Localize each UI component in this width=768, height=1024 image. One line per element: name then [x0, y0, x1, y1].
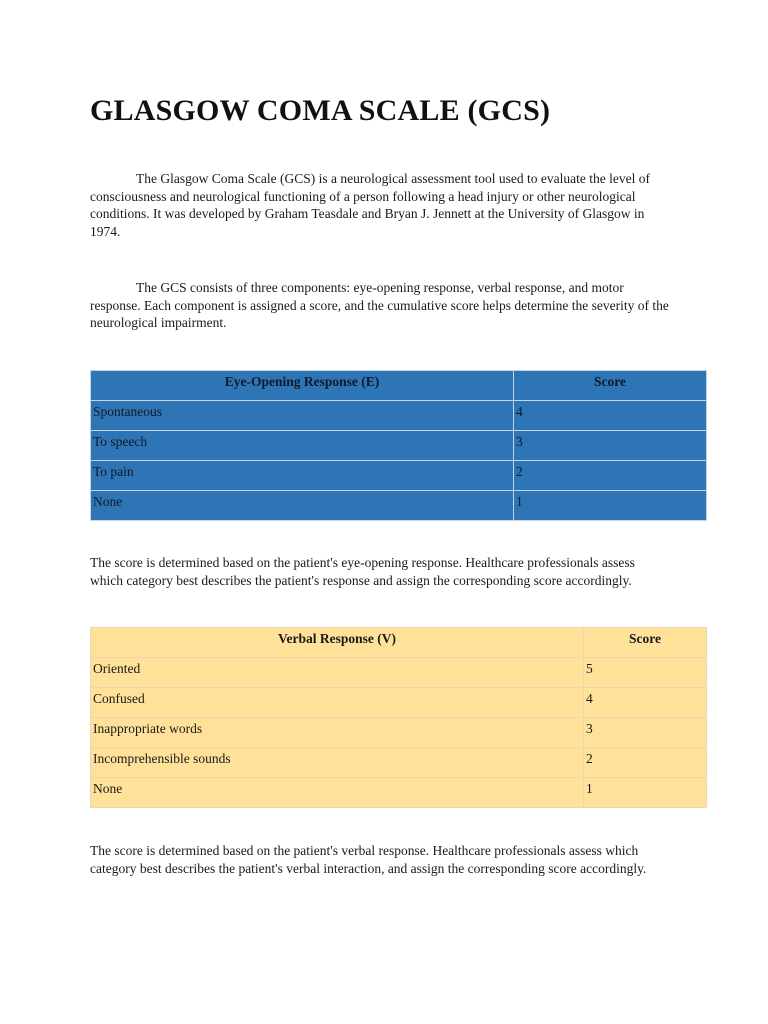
table-header-row — [91, 628, 707, 658]
eye-score-cell: 2 — [514, 461, 707, 491]
table-row — [91, 718, 707, 748]
eye-response-cell: To pain — [91, 461, 514, 491]
eye-score-cell: 1 — [514, 491, 707, 521]
eye-opening-table — [90, 370, 707, 521]
eye-response-cell: To speech — [91, 431, 514, 461]
verbal-response-header: Verbal Response (V) — [91, 628, 584, 658]
table-row — [91, 778, 707, 808]
eye-score-cell: 3 — [514, 431, 707, 461]
verbal-score-cell: 3 — [584, 718, 707, 748]
verbal-score-cell: 2 — [584, 748, 707, 778]
eye-score-paragraph: The score is determined based on the patient's eye-opening response. Healthcare professionals assess which category best describes the patient's response and assign the corresponding score accordingly. — [90, 555, 635, 588]
verbal-response-cell: Incomprehensible sounds — [91, 748, 584, 778]
verbal-response-cell: None — [91, 778, 584, 808]
intro-paragraph: The Glasgow Coma Scale (GCS) is a neurological assessment tool used to evaluate the level of consciousness and neurological functioning of a person following a head injury or other neurological conditions. It was developed by Graham Teasdale and Bryan J. Jennett at the University of Glasgow in 1974. — [90, 171, 650, 240]
eye-score-header: Score — [514, 371, 707, 401]
table-row — [91, 658, 707, 688]
table-row — [91, 688, 707, 718]
verbal-score-paragraph: The score is determined based on the patient's verbal response. Healthcare professionals assess which category best describes the patient's verbal interaction, and assign the corresponding score accordingly. — [90, 843, 647, 876]
verbal-score-cell: 1 — [584, 778, 707, 808]
page-title: GLASGOW COMA SCALE (GCS) — [90, 94, 551, 127]
table-row — [91, 461, 707, 491]
components-paragraph: The GCS consists of three components: eye-opening response, verbal response, and motor response. Each component is assigned a score, and the cumulative score helps determine the severity of the neurological impairment. — [90, 280, 669, 331]
eye-score-cell: 4 — [514, 401, 707, 431]
table-row — [91, 431, 707, 461]
verbal-score-cell: 5 — [584, 658, 707, 688]
table-row — [91, 491, 707, 521]
table-row — [91, 748, 707, 778]
eye-response-cell: None — [91, 491, 514, 521]
eye-response-cell: Spontaneous — [91, 401, 514, 431]
verbal-score-header: Score — [584, 628, 707, 658]
eye-response-header: Eye-Opening Response (E) — [91, 371, 514, 401]
table-row — [91, 401, 707, 431]
verbal-response-table — [90, 627, 707, 808]
table-header-row — [91, 371, 707, 401]
verbal-score-cell: 4 — [584, 688, 707, 718]
verbal-response-cell: Oriented — [91, 658, 584, 688]
verbal-response-cell: Confused — [91, 688, 584, 718]
verbal-response-cell: Inappropriate words — [91, 718, 584, 748]
